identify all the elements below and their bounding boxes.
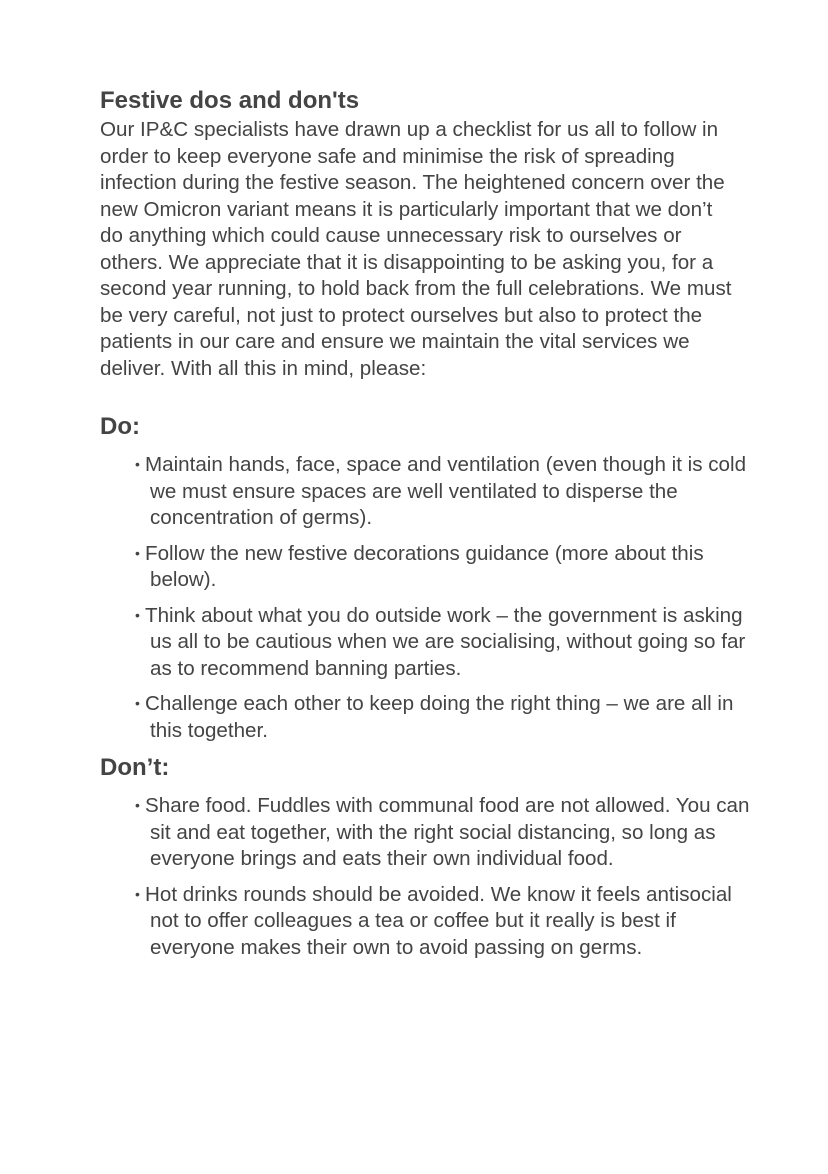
do-heading: Do: <box>100 413 140 440</box>
list-item <box>125 540 760 594</box>
page-title: Festive dos and don'ts <box>100 87 360 114</box>
dont-list <box>100 792 750 961</box>
list-item-text: Maintain hands, face, space and ventilation (even though it is cold we must ensure spaces are well ventilated to disperse the concentration of germs). <box>145 453 747 529</box>
list-item <box>125 690 760 744</box>
list-item <box>125 792 760 873</box>
list-item-text: Hot drinks rounds should be avoided. We know it feels antisocial not to offer colleagues a tea or coffee but it really is best if everyone makes their own to avoid passing on germs. <box>145 882 732 959</box>
bullet-icon: • <box>135 544 140 561</box>
do-list <box>100 451 747 744</box>
bullet-icon: • <box>135 606 140 623</box>
list-item-text: Think about what you do outside work – the government is asking us all to be cautious when we are socialising, without going so far as to recommend banning parties. <box>145 603 746 680</box>
bullet-icon: • <box>135 456 140 472</box>
document-page <box>100 85 750 969</box>
bullet-icon: • <box>135 797 140 813</box>
list-item <box>125 881 760 962</box>
bullet-icon: • <box>135 695 140 711</box>
list-item <box>125 451 760 532</box>
list-item-text: Share food. Fuddles with communal food are not allowed. You can sit and eat together, with the right social distancing, so long as everyone brings and eats their own individual food. <box>145 794 750 870</box>
intro-paragraph: Our IP&C specialists have drawn up a checklist for us all to follow in order to keep everyone safe and minimise the risk of spreading infection during the festive season. The heightened concern over the new Omicron variant means it is particularly important that we don’t do anything which could cause unnecessary risk to ourselves or others. We appreciate that it is disappointing to be asking you, for a second year running, to hold back from the full celebrations. We must be very careful, not just to protect ourselves but also to protect the patients in our care and ensure we maintain the vital services we deliver. With all this in mind, please: <box>100 118 732 380</box>
list-item-text: Follow the new festive decorations guidance (more about this below). <box>145 541 704 591</box>
list-item-text: Challenge each other to keep doing the right thing – we are all in this together. <box>145 692 734 742</box>
dont-heading: Don’t: <box>100 754 170 781</box>
list-item <box>125 602 760 683</box>
bullet-icon: • <box>135 885 140 902</box>
